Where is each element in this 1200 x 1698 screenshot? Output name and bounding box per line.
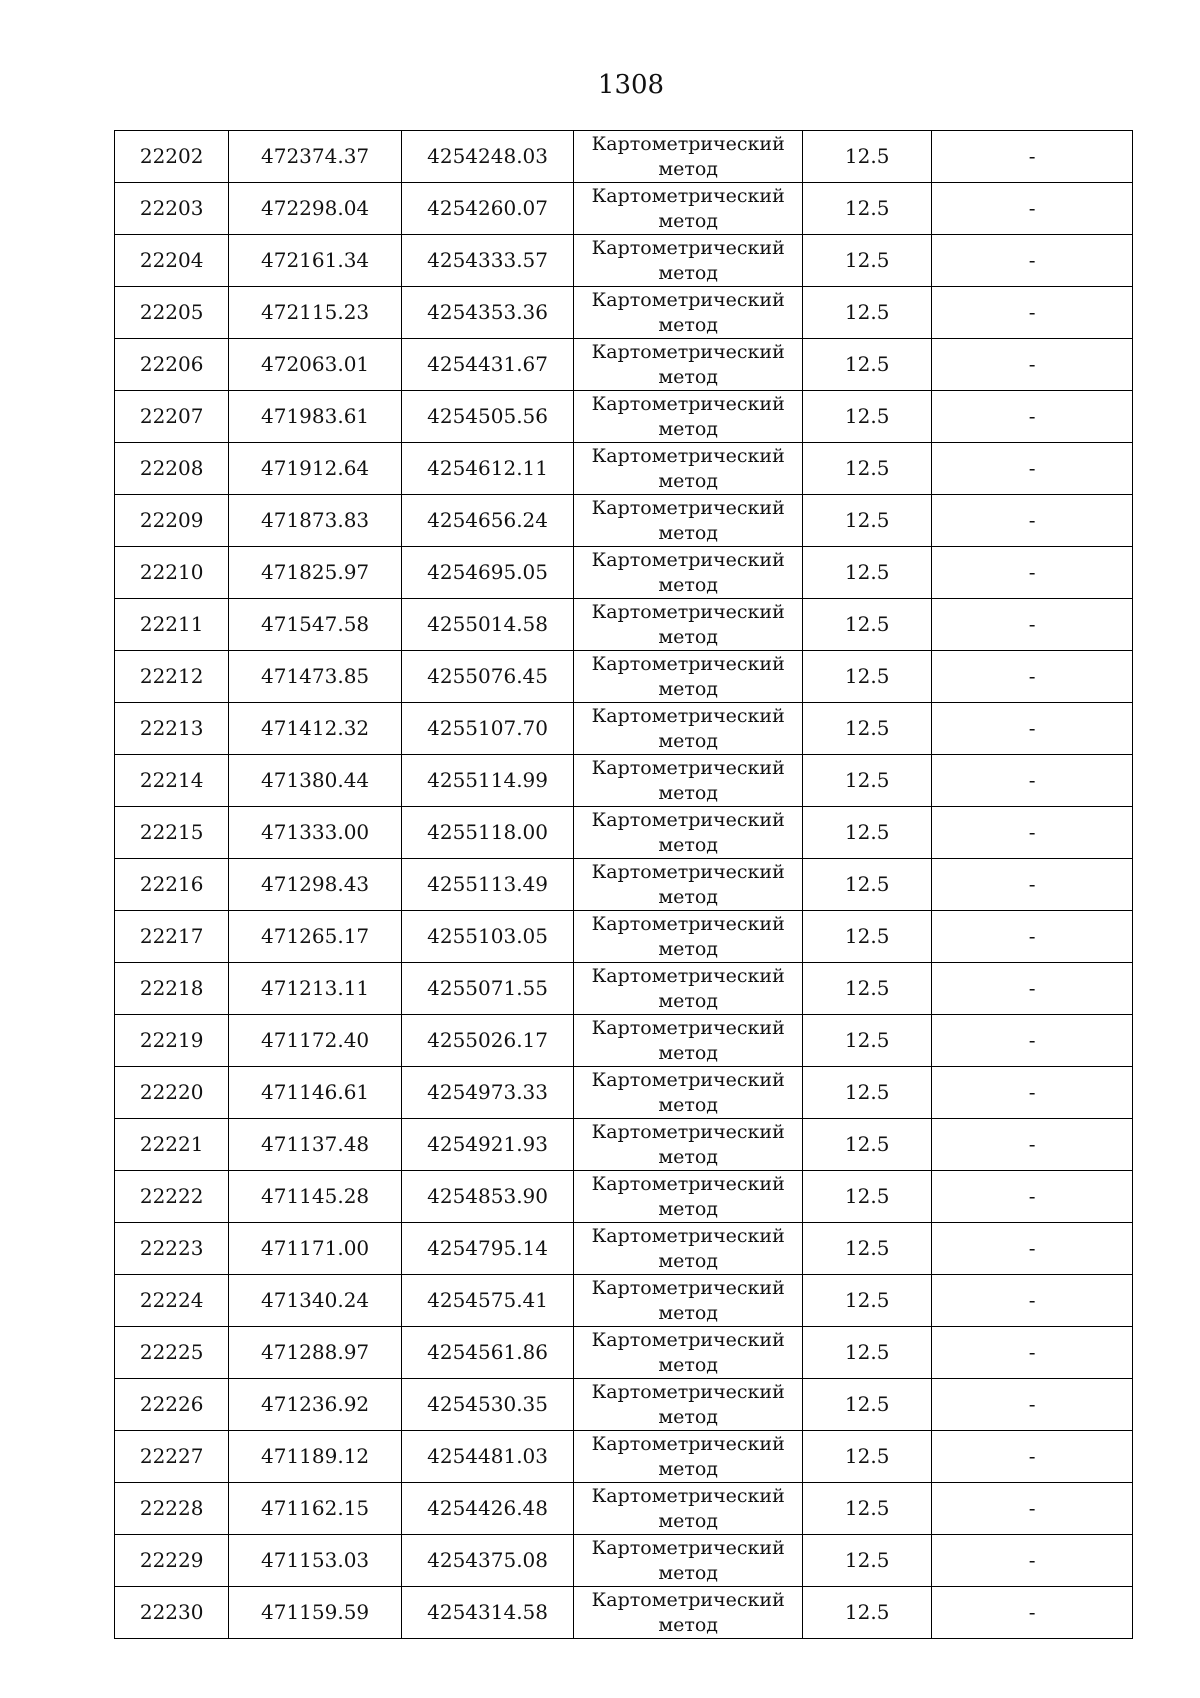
accuracy-cell: 12.5 <box>803 495 932 547</box>
x-coordinate-cell: 471146.61 <box>229 1067 402 1119</box>
description-cell: - <box>932 235 1133 287</box>
x-coordinate-cell: 471213.11 <box>229 963 402 1015</box>
accuracy-cell: 12.5 <box>803 1483 932 1535</box>
table-row <box>115 859 1133 911</box>
method-cell: Картометрический метод <box>574 1171 803 1223</box>
point-number-cell: 22204 <box>115 235 229 287</box>
table-row <box>115 1015 1133 1067</box>
table-row <box>115 443 1133 495</box>
accuracy-cell: 12.5 <box>803 1223 932 1275</box>
table-row <box>115 963 1133 1015</box>
accuracy-cell: 12.5 <box>803 963 932 1015</box>
y-coordinate-cell: 4254505.56 <box>401 391 574 443</box>
x-coordinate-cell: 471412.32 <box>229 703 402 755</box>
x-coordinate-cell: 471547.58 <box>229 599 402 651</box>
x-coordinate-cell: 471172.40 <box>229 1015 402 1067</box>
page-number: 1308 <box>597 70 665 100</box>
point-number-cell: 22211 <box>115 599 229 651</box>
y-coordinate-cell: 4255107.70 <box>401 703 574 755</box>
y-coordinate-cell: 4254426.48 <box>401 1483 574 1535</box>
method-cell: Картометрический метод <box>574 1067 803 1119</box>
x-coordinate-cell: 472063.01 <box>229 339 402 391</box>
coordinates-table <box>114 130 1133 1639</box>
point-number-cell: 22213 <box>115 703 229 755</box>
y-coordinate-cell: 4255114.99 <box>401 755 574 807</box>
method-cell: Картометрический метод <box>574 1327 803 1379</box>
table-row <box>115 1119 1133 1171</box>
table-row <box>115 1067 1133 1119</box>
point-number-cell: 22207 <box>115 391 229 443</box>
method-cell: Картометрический метод <box>574 911 803 963</box>
x-coordinate-cell: 471145.28 <box>229 1171 402 1223</box>
point-number-cell: 22214 <box>115 755 229 807</box>
y-coordinate-cell: 4254973.33 <box>401 1067 574 1119</box>
accuracy-cell: 12.5 <box>803 1327 932 1379</box>
accuracy-cell: 12.5 <box>803 807 932 859</box>
method-cell: Картометрический метод <box>574 1015 803 1067</box>
method-cell: Картометрический метод <box>574 1535 803 1587</box>
y-coordinate-cell: 4255103.05 <box>401 911 574 963</box>
x-coordinate-cell: 471473.85 <box>229 651 402 703</box>
accuracy-cell: 12.5 <box>803 1379 932 1431</box>
point-number-cell: 22209 <box>115 495 229 547</box>
description-cell: - <box>932 807 1133 859</box>
description-cell: - <box>932 703 1133 755</box>
description-cell: - <box>932 1119 1133 1171</box>
table-row <box>115 703 1133 755</box>
description-cell: - <box>932 651 1133 703</box>
method-cell: Картометрический метод <box>574 599 803 651</box>
description-cell: - <box>932 547 1133 599</box>
point-number-cell: 22228 <box>115 1483 229 1535</box>
point-number-cell: 22215 <box>115 807 229 859</box>
x-coordinate-cell: 471825.97 <box>229 547 402 599</box>
point-number-cell: 22224 <box>115 1275 229 1327</box>
accuracy-cell: 12.5 <box>803 703 932 755</box>
accuracy-cell: 12.5 <box>803 131 932 183</box>
x-coordinate-cell: 471298.43 <box>229 859 402 911</box>
x-coordinate-cell: 472374.37 <box>229 131 402 183</box>
description-cell: - <box>932 1171 1133 1223</box>
table-row <box>115 1483 1133 1535</box>
y-coordinate-cell: 4254260.07 <box>401 183 574 235</box>
y-coordinate-cell: 4254248.03 <box>401 131 574 183</box>
description-cell: - <box>932 183 1133 235</box>
method-cell: Картометрический метод <box>574 1483 803 1535</box>
point-number-cell: 22220 <box>115 1067 229 1119</box>
accuracy-cell: 12.5 <box>803 859 932 911</box>
method-cell: Картометрический метод <box>574 287 803 339</box>
table-row <box>115 755 1133 807</box>
method-cell: Картометрический метод <box>574 1275 803 1327</box>
description-cell: - <box>932 599 1133 651</box>
y-coordinate-cell: 4254612.11 <box>401 443 574 495</box>
description-cell: - <box>932 1275 1133 1327</box>
accuracy-cell: 12.5 <box>803 183 932 235</box>
y-coordinate-cell: 4254921.93 <box>401 1119 574 1171</box>
point-number-cell: 22227 <box>115 1431 229 1483</box>
description-cell: - <box>932 1587 1133 1639</box>
point-number-cell: 22216 <box>115 859 229 911</box>
accuracy-cell: 12.5 <box>803 235 932 287</box>
y-coordinate-cell: 4254353.36 <box>401 287 574 339</box>
x-coordinate-cell: 472298.04 <box>229 183 402 235</box>
table-row <box>115 495 1133 547</box>
accuracy-cell: 12.5 <box>803 1015 932 1067</box>
y-coordinate-cell: 4254853.90 <box>401 1171 574 1223</box>
x-coordinate-cell: 471162.15 <box>229 1483 402 1535</box>
description-cell: - <box>932 1431 1133 1483</box>
point-number-cell: 22208 <box>115 443 229 495</box>
accuracy-cell: 12.5 <box>803 339 932 391</box>
point-number-cell: 22219 <box>115 1015 229 1067</box>
method-cell: Картометрический метод <box>574 1587 803 1639</box>
method-cell: Картометрический метод <box>574 391 803 443</box>
accuracy-cell: 12.5 <box>803 651 932 703</box>
y-coordinate-cell: 4255071.55 <box>401 963 574 1015</box>
accuracy-cell: 12.5 <box>803 1067 932 1119</box>
y-coordinate-cell: 4255118.00 <box>401 807 574 859</box>
method-cell: Картометрический метод <box>574 651 803 703</box>
coordinates-table-body <box>115 131 1133 1639</box>
point-number-cell: 22212 <box>115 651 229 703</box>
table-row <box>115 339 1133 391</box>
x-coordinate-cell: 471265.17 <box>229 911 402 963</box>
point-number-cell: 22230 <box>115 1587 229 1639</box>
point-number-cell: 22202 <box>115 131 229 183</box>
description-cell: - <box>932 1015 1133 1067</box>
y-coordinate-cell: 4254431.67 <box>401 339 574 391</box>
method-cell: Картометрический метод <box>574 339 803 391</box>
accuracy-cell: 12.5 <box>803 1275 932 1327</box>
method-cell: Картометрический метод <box>574 703 803 755</box>
accuracy-cell: 12.5 <box>803 1171 932 1223</box>
table-row <box>115 1379 1133 1431</box>
point-number-cell: 22217 <box>115 911 229 963</box>
point-number-cell: 22223 <box>115 1223 229 1275</box>
table-row <box>115 1275 1133 1327</box>
point-number-cell: 22222 <box>115 1171 229 1223</box>
y-coordinate-cell: 4255014.58 <box>401 599 574 651</box>
table-row <box>115 807 1133 859</box>
table-row <box>115 287 1133 339</box>
point-number-cell: 22225 <box>115 1327 229 1379</box>
y-coordinate-cell: 4254656.24 <box>401 495 574 547</box>
accuracy-cell: 12.5 <box>803 287 932 339</box>
method-cell: Картометрический метод <box>574 443 803 495</box>
point-number-cell: 22210 <box>115 547 229 599</box>
point-number-cell: 22205 <box>115 287 229 339</box>
description-cell: - <box>932 339 1133 391</box>
y-coordinate-cell: 4254561.86 <box>401 1327 574 1379</box>
table-row <box>115 547 1133 599</box>
y-coordinate-cell: 4255076.45 <box>401 651 574 703</box>
y-coordinate-cell: 4254333.57 <box>401 235 574 287</box>
description-cell: - <box>932 859 1133 911</box>
description-cell: - <box>932 911 1133 963</box>
description-cell: - <box>932 1067 1133 1119</box>
y-coordinate-cell: 4254795.14 <box>401 1223 574 1275</box>
description-cell: - <box>932 1327 1133 1379</box>
table-row <box>115 1223 1133 1275</box>
x-coordinate-cell: 471873.83 <box>229 495 402 547</box>
x-coordinate-cell: 472115.23 <box>229 287 402 339</box>
description-cell: - <box>932 287 1133 339</box>
x-coordinate-cell: 471380.44 <box>229 755 402 807</box>
method-cell: Картометрический метод <box>574 1223 803 1275</box>
table-row <box>115 1431 1133 1483</box>
x-coordinate-cell: 471153.03 <box>229 1535 402 1587</box>
accuracy-cell: 12.5 <box>803 1587 932 1639</box>
description-cell: - <box>932 755 1133 807</box>
method-cell: Картометрический метод <box>574 807 803 859</box>
accuracy-cell: 12.5 <box>803 755 932 807</box>
method-cell: Картометрический метод <box>574 547 803 599</box>
point-number-cell: 22218 <box>115 963 229 1015</box>
x-coordinate-cell: 471159.59 <box>229 1587 402 1639</box>
description-cell: - <box>932 1379 1133 1431</box>
description-cell: - <box>932 495 1133 547</box>
description-cell: - <box>932 443 1133 495</box>
method-cell: Картометрический метод <box>574 755 803 807</box>
table-row <box>115 1327 1133 1379</box>
method-cell: Картометрический метод <box>574 963 803 1015</box>
y-coordinate-cell: 4254375.08 <box>401 1535 574 1587</box>
table-row <box>115 131 1133 183</box>
y-coordinate-cell: 4255113.49 <box>401 859 574 911</box>
x-coordinate-cell: 471137.48 <box>229 1119 402 1171</box>
description-cell: - <box>932 963 1133 1015</box>
x-coordinate-cell: 471333.00 <box>229 807 402 859</box>
point-number-cell: 22221 <box>115 1119 229 1171</box>
y-coordinate-cell: 4254314.58 <box>401 1587 574 1639</box>
method-cell: Картометрический метод <box>574 859 803 911</box>
x-coordinate-cell: 471236.92 <box>229 1379 402 1431</box>
y-coordinate-cell: 4254695.05 <box>401 547 574 599</box>
accuracy-cell: 12.5 <box>803 599 932 651</box>
x-coordinate-cell: 472161.34 <box>229 235 402 287</box>
description-cell: - <box>932 1223 1133 1275</box>
y-coordinate-cell: 4254575.41 <box>401 1275 574 1327</box>
point-number-cell: 22226 <box>115 1379 229 1431</box>
description-cell: - <box>932 1535 1133 1587</box>
accuracy-cell: 12.5 <box>803 1535 932 1587</box>
accuracy-cell: 12.5 <box>803 547 932 599</box>
x-coordinate-cell: 471171.00 <box>229 1223 402 1275</box>
point-number-cell: 22229 <box>115 1535 229 1587</box>
method-cell: Картометрический метод <box>574 131 803 183</box>
x-coordinate-cell: 471983.61 <box>229 391 402 443</box>
table-row <box>115 235 1133 287</box>
x-coordinate-cell: 471189.12 <box>229 1431 402 1483</box>
table-row <box>115 1587 1133 1639</box>
y-coordinate-cell: 4254530.35 <box>401 1379 574 1431</box>
method-cell: Картометрический метод <box>574 1431 803 1483</box>
method-cell: Картометрический метод <box>574 1379 803 1431</box>
method-cell: Картометрический метод <box>574 235 803 287</box>
x-coordinate-cell: 471912.64 <box>229 443 402 495</box>
accuracy-cell: 12.5 <box>803 1119 932 1171</box>
table-row <box>115 391 1133 443</box>
y-coordinate-cell: 4254481.03 <box>401 1431 574 1483</box>
point-number-cell: 22206 <box>115 339 229 391</box>
method-cell: Картометрический метод <box>574 1119 803 1171</box>
point-number-cell: 22203 <box>115 183 229 235</box>
method-cell: Картометрический метод <box>574 495 803 547</box>
description-cell: - <box>932 131 1133 183</box>
table-row <box>115 651 1133 703</box>
table-row <box>115 1535 1133 1587</box>
table-row <box>115 599 1133 651</box>
description-cell: - <box>932 1483 1133 1535</box>
x-coordinate-cell: 471288.97 <box>229 1327 402 1379</box>
accuracy-cell: 12.5 <box>803 443 932 495</box>
accuracy-cell: 12.5 <box>803 911 932 963</box>
table-row <box>115 183 1133 235</box>
accuracy-cell: 12.5 <box>803 1431 932 1483</box>
x-coordinate-cell: 471340.24 <box>229 1275 402 1327</box>
table-row <box>115 911 1133 963</box>
y-coordinate-cell: 4255026.17 <box>401 1015 574 1067</box>
table-row <box>115 1171 1133 1223</box>
method-cell: Картометрический метод <box>574 183 803 235</box>
description-cell: - <box>932 391 1133 443</box>
accuracy-cell: 12.5 <box>803 391 932 443</box>
